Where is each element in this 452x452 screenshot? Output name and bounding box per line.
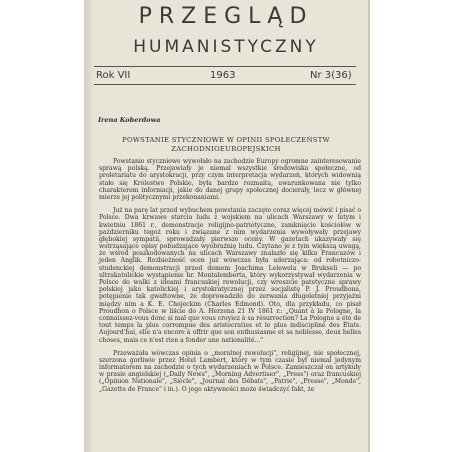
year-label: 1963 [210,70,236,81]
article-title-line1: POWSTANIE STYCZNIOWE W OPINII SPOŁECZEŃSTW [122,136,330,144]
volume-label: Rok VII [96,70,131,81]
paragraph-2: Już na parę lat przed wybuchem powstania zaczęto coraz więcej mówić i pisać o Polsce. Dwa krwawe starcia ludu z wojskiem na ulicach Warszawy w lutym i kwietniu 1861 r., demonstracje religijno-patriotyczne, zamknięcie kościołów w październiku tegoż roku i związane z nim wydarzenia wywoływały przejawy głębokiej sympatii, sprowadzały pierwsze oceny. W gazetach ukazywały się wstrząsające opisy pobudzające wyobraźnię ludu. Czytano je z tym większą uwagą, że wśród poszkodowanych na ulicach Warszawy znalazło się kilku Francuzów i jeden Anglik. Rozbieżność ocen już wówczas była uderzająca: od robotniczo-studenckiej demonstracji przed domem Joachima Lelewela w Brukseli — po ultrakatolickie wystąpienie hr. Montalemberta, który wykorzystywał wydarzenia w Polsce do walki z ideami francuskiej rewolucji, czy wreszcie patetyczne sprawy polskiej jako katolickiej i arystokratycznej przez socjalistę P. J. Proudhona, potępienie tak gwałtowne, że doprowadziło do zerwania długoletniej przyjaźni między nim a K. E. Chojeckim (Charles Edmond). Oto, dla przykładu, co pisał Proudhon o Polsce w liście do A. Herzena 21 IV 1861 r.: „Quant à la Pologne, la connaissez-vous donc si mal que vous croyiez à sa résurrection? La Pologne a été de tout temps la plus corrompue des aristocraties et le plus indiscipliné des États. Aujourd'hui, elle n'a encore à offrir que son enthusiasme et sa noblesse, deux belles choses, mais ce n'est rien a fonder une nationalité..." [99,207,362,344]
journal-title-line2: HUMANISTYCZNY [133,37,319,57]
issue-number: Nr 3(36) [310,70,352,81]
page-edge [368,0,370,452]
paragraph-1: Powstanie styczniowe wywołało na zachodzie Europy ogromne zainteresowanie sprawą polską. Przejawiały je niemal wszystkie środowiska społeczne, od proletariatu do arystokracji, przy czym interpretacja wydarzeń, których widownią stało się Królestwo Polskie, była bardzo rozmaita, uwarunkowana nie tylko charakterem informacji, jakie do danej grupy społecznej docierały, lecz w głównej mierze jej politycznymi przekonaniami. [99,158,361,201]
journal-page [84,0,368,452]
binding-shadow [84,0,94,452]
paragraph-3: Przeważała wówczas opinia o „moralnej rewolucji", religijnej, nie społecznej, szerzona gorliwie przez Hotel Lambert, który w tym czasie był niemal jedynym informatorem na zachodzie o tych wydarzeniach w Polsce. Zamieszczał on artykuły w prasie angielskiej („Daily News", „Morning Advertiser", „Press") oraz francuskiej („Opinion Nationale", „Siècle", „Journal des Débats", „Patrie", „Presse", „Monde", „Gazette de France" i in.). O jego aktywności może świadczyć fakt, że [99,349,361,393]
header-rule-bottom [94,84,356,85]
journal-title-line1: PRZEGLĄD [138,4,314,29]
article-title-line2: ZACHODNIOEUROPEJSKICH [171,145,281,153]
header-rule-top [94,66,356,67]
article-author: Irena Koberdowa [98,116,161,124]
article-body [99,158,361,393]
